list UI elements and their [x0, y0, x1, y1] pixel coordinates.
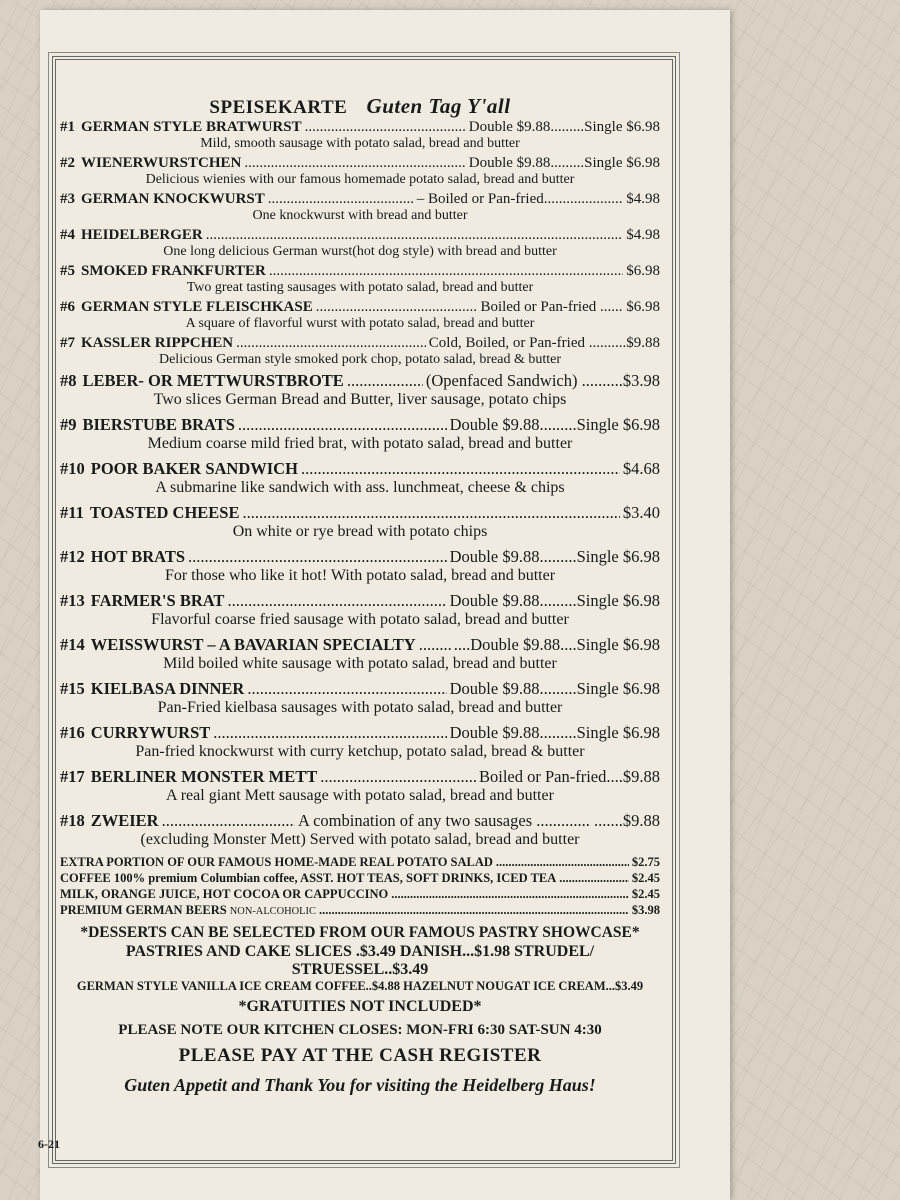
menu-item-name: TOASTED CHEESE: [89, 503, 240, 522]
leader-dots: [238, 415, 447, 434]
extra-item-text: EXTRA PORTION OF OUR FAMOUS HOME-MADE REAL POTATO SALAD: [60, 855, 493, 869]
leader-dots: [316, 299, 478, 316]
menu-item-price: $4.98: [626, 227, 660, 243]
leader-dots: [162, 811, 295, 830]
leader-dots: [496, 855, 629, 870]
leader-dots: [319, 903, 629, 918]
menu-item-name: GERMAN KNOCKWURST: [81, 191, 265, 207]
menu-item-description: Medium coarse mild fried brat, with potato salad, bread and butter: [147, 435, 573, 452]
thanks-note: Guten Appetit and Thank You for visiting the Heidelberg Haus!: [124, 1075, 596, 1095]
menu-item-number: #5: [60, 263, 75, 279]
menu-item-name: KIELBASA DINNER: [90, 679, 245, 698]
extra-item: [60, 903, 660, 919]
extra-item-price: $2.45: [631, 887, 660, 901]
extra-item-text: COFFEE 100% premium Columbian coffee, ASST. HOT TEAS, SOFT DRINKS, ICED TEA: [60, 871, 557, 885]
menu-item: [60, 191, 660, 224]
menu-item-name: WIENERWURSTCHEN: [81, 155, 242, 171]
leader-dots: [305, 119, 466, 136]
menu-item: [60, 811, 660, 849]
menu-content: [38, 66, 660, 1151]
leader-dots: [188, 547, 447, 566]
menu-item: [60, 119, 660, 152]
extra-item-text: PREMIUM GERMAN BEERS: [60, 903, 227, 917]
menu-item-price: – Boiled or Pan-fried..................... $4.98: [416, 191, 660, 207]
menu-item-number: #12: [60, 547, 85, 566]
menu-item-price: ....Double $9.88....Single $6.98: [453, 635, 660, 654]
menu-item-line: [60, 591, 660, 610]
menu-item-name: BERLINER MONSTER METT: [90, 767, 318, 786]
menu-item: [60, 155, 660, 188]
menu-item: [60, 591, 660, 629]
menu-item-name: CURRYWURST: [90, 723, 211, 742]
menu-item-number: #18: [60, 811, 85, 830]
kitchen-hours: PLEASE NOTE OUR KITCHEN CLOSES: MON-FRI 6:30 SAT-SUN 4:30: [118, 1022, 602, 1038]
icecream-line: GERMAN STYLE VANILLA ICE CREAM COFFEE..$4.88 HAZELNUT NOUGAT ICE CREAM...$3.49: [76, 979, 644, 993]
menu-item-line: [60, 811, 660, 830]
menu-item-line: [60, 299, 660, 316]
leader-dots: [269, 263, 623, 280]
menu-item-name: POOR BAKER SANDWICH: [90, 459, 298, 478]
menu-item-description: Two slices German Bread and Butter, liver sausage, potato chips: [153, 391, 567, 408]
menu-item-description: A submarine like sandwich with ass. lunchmeat, cheese & chips: [155, 479, 565, 496]
menu-item-number: #9: [60, 415, 77, 434]
menu-item: [60, 503, 660, 541]
menu-item-description: One long delicious German wurst(hot dog style) with bread and butter: [163, 244, 557, 259]
menu-item: [60, 767, 660, 805]
menu-header: [60, 94, 660, 119]
menu-item-line: [60, 767, 660, 786]
leader-dots: [268, 191, 414, 208]
menu-item-line: [60, 371, 660, 390]
menu-item-line: [60, 503, 660, 522]
menu-tagline: Guten Tag Y'all: [366, 94, 511, 118]
menu-item-number: #2: [60, 155, 75, 171]
menu-item-name: GERMAN STYLE FLEISCHKASE: [81, 299, 313, 315]
menu-item-price: Boiled or Pan-fried....$9.88: [478, 767, 660, 786]
leader-dots: [206, 227, 624, 244]
menu-item: [60, 635, 660, 673]
menu-item-description: Delicious German style smoked pork chop, potato salad, bread & butter: [158, 352, 561, 367]
menu-item: [60, 679, 660, 717]
revision-code: 6-21: [38, 1137, 60, 1151]
menu-item-number: #14: [60, 635, 85, 654]
menu-item-line: [60, 679, 660, 698]
desserts-note: *DESSERTS CAN BE SELECTED FROM OUR FAMOUS PASTRY SHOWCASE*: [80, 924, 640, 941]
menu-item-description: For those who like it hot! With potato salad, bread and butter: [164, 567, 556, 584]
menu-item: [60, 335, 660, 368]
menu-item-description: One knockwurst with bread and butter: [252, 208, 468, 223]
leader-dots: [419, 635, 451, 654]
menu-item-number: #16: [60, 723, 85, 742]
leader-dots: [227, 591, 446, 610]
menu-item-description: Flavorful coarse fried sausage with potato salad, bread and butter: [151, 611, 569, 628]
menu-item: [60, 547, 660, 585]
menu-item-description: Pan-fried knockwurst with curry ketchup, potato salad, bread & butter: [135, 743, 585, 760]
menu-item-price: Cold, Boiled, or Pan-fried ..........$9.88: [428, 335, 660, 351]
menu-item-line: [60, 119, 660, 136]
leader-dots: [347, 371, 423, 390]
leader-dots: [301, 459, 620, 478]
leader-dots: [213, 723, 446, 742]
menu-item-price: Double $9.88.........Single $6.98: [449, 547, 660, 566]
menu-title: SPEISEKARTE: [209, 97, 348, 118]
menu-item-number: #13: [60, 591, 85, 610]
menu-item-price: Double $9.88.........Single $6.98: [449, 415, 660, 434]
menu-item-line: [60, 263, 660, 280]
menu-item-number: #17: [60, 767, 85, 786]
menu-item-description: On white or rye bread with potato chips: [232, 523, 488, 540]
leader-dots: [247, 679, 446, 698]
leader-dots: [320, 767, 476, 786]
menu-item: [60, 723, 660, 761]
extras-list: [60, 855, 660, 919]
menu-item-price: A combination of any two sausages ............. .......$9.88: [297, 811, 660, 830]
menu-item-line: [60, 547, 660, 566]
leader-dots: [559, 871, 629, 886]
menu-item-description: A real giant Mett sausage with potato salad, bread and butter: [166, 787, 554, 804]
menu-item-description: Mild, smooth sausage with potato salad, bread and butter: [200, 136, 520, 151]
pastries-line: PASTRIES AND CAKE SLICES .$3.49 DANISH...$1.98 STRUDEL/ STRUESSEL..$3.49: [125, 943, 595, 978]
menu-item-description: Pan-Fried kielbasa sausages with potato salad, bread and butter: [157, 699, 563, 716]
menu-item: [60, 415, 660, 453]
menu-item-name: GERMAN STYLE BRATWURST: [81, 119, 302, 135]
menu-item-name: ZWEIER: [90, 811, 159, 830]
menu-item-number: #4: [60, 227, 75, 243]
menu-item: [60, 227, 660, 260]
menu-item-price: $6.98: [626, 263, 660, 279]
menu-item-number: #11: [60, 503, 84, 522]
menu-item-description: (excluding Monster Mett) Served with potato salad, bread and butter: [140, 831, 580, 848]
menu-item-price: Boiled or Pan-fried ...... $6.98: [480, 299, 660, 315]
menu-item-line: [60, 191, 660, 208]
leader-dots: [242, 503, 619, 522]
menu-item-line: [60, 227, 660, 244]
extra-item: [60, 871, 660, 887]
menu-item: [60, 263, 660, 296]
menu-item: [60, 459, 660, 497]
menu-item-price: Double $9.88.........Single $6.98: [468, 155, 660, 171]
leader-dots: [244, 155, 465, 172]
menu-item-line: [60, 155, 660, 172]
extra-item-label: [60, 903, 316, 919]
menu-item-price: $4.68: [622, 459, 660, 478]
extra-item-label: [60, 871, 556, 887]
menu-item-number: #8: [60, 371, 77, 390]
menu-item-number: #6: [60, 299, 75, 315]
menu-item-number: #15: [60, 679, 85, 698]
menu-item-description: A square of flavorful wurst with potato salad, bread and butter: [185, 316, 535, 331]
extra-item-price: $2.45: [631, 871, 660, 885]
extra-item-price: $2.75: [631, 855, 660, 869]
extra-item-note: NON-ALCOHOLIC: [229, 906, 316, 917]
menu-item-line: [60, 635, 660, 654]
menu-item-price: Double $9.88.........Single $6.98: [449, 723, 660, 742]
menu-item-number: #10: [60, 459, 85, 478]
menu-item-line: [60, 415, 660, 434]
menu-item-description: Two great tasting sausages with potato salad, bread and butter: [186, 280, 534, 295]
menu-item-name: WEISSWURST – A BAVARIAN SPECIALTY: [90, 635, 416, 654]
extra-item-label: [60, 855, 493, 871]
menu-item-description: Mild boiled white sausage with potato salad, bread and butter: [163, 655, 557, 672]
menu-items: [60, 119, 660, 849]
menu-item-number: #3: [60, 191, 75, 207]
menu-item-price: Double $9.88.........Single $6.98: [449, 679, 660, 698]
leader-dots: [391, 887, 629, 902]
menu-item: [60, 299, 660, 332]
menu-item-number: #7: [60, 335, 75, 351]
menu-item-price: $3.40: [622, 503, 660, 522]
extra-item-label: [60, 887, 388, 903]
leader-dots: [236, 335, 426, 352]
extra-item: [60, 855, 660, 871]
extra-item-price: $3.98: [631, 903, 660, 917]
menu-item-description: Delicious wienies with our famous homemade potato salad, bread and butter: [145, 172, 575, 187]
menu-item-name: LEBER- OR METTWURSTBROTE: [82, 371, 344, 390]
menu-item-price: Double $9.88.........Single $6.98: [468, 119, 660, 135]
menu-item-line: [60, 459, 660, 478]
gratuities-note: *GRATUITIES NOT INCLUDED*: [238, 998, 482, 1015]
extra-item-text: MILK, ORANGE JUICE, HOT COCOA OR CAPPUCCINO: [60, 887, 389, 901]
menu-item: [60, 371, 660, 409]
menu-item-price: Double $9.88.........Single $6.98: [449, 591, 660, 610]
menu-item-number: #1: [60, 119, 75, 135]
menu-item-name: BIERSTUBE BRATS: [82, 415, 235, 434]
menu-item-price: (Openfaced Sandwich) ..........$3.98: [425, 371, 660, 390]
menu-item-name: HEIDELBERGER: [81, 227, 203, 243]
menu-item-name: SMOKED FRANKFURTER: [81, 263, 266, 279]
menu-item-name: KASSLER RIPPCHEN: [81, 335, 234, 351]
extra-item: [60, 887, 660, 903]
pay-note: PLEASE PAY AT THE CASH REGISTER: [178, 1045, 542, 1066]
menu-item-line: [60, 723, 660, 742]
menu-item-line: [60, 335, 660, 352]
menu-item-name: FARMER'S BRAT: [90, 591, 225, 610]
menu-item-name: HOT BRATS: [90, 547, 186, 566]
